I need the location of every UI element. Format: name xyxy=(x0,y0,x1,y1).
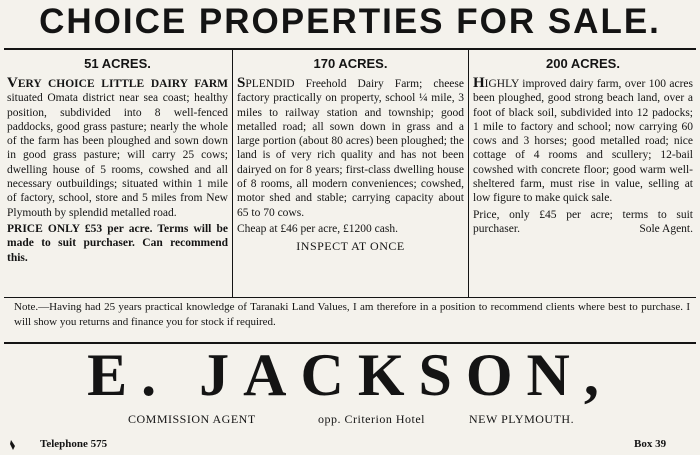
drop-cap: S xyxy=(237,75,246,91)
listing-price-text: Price, only £45 per acre; terms to suit purchaser. xyxy=(473,208,693,235)
listing-text xyxy=(234,76,467,254)
column-divider xyxy=(232,50,233,297)
advertiser-location: opp. Criterion Hotel xyxy=(318,412,425,426)
drop-cap: H xyxy=(473,75,485,91)
advertiser-role: COMMISSION AGENT xyxy=(128,412,256,426)
listing-price xyxy=(473,208,693,237)
listing-body: 100 acres been ploughed, good strong beach land, over a foot of black soil, subdivided into 12 padocks; 1 mile to factory and school; now carrying 60 cows and 3 horses; good metalled road; nice cottage of 4 rooms and scullery; 12-bail cowshed with concrete floor; good warm well-sheltered farm, must rise in value, selling at low figure to make quick sale. xyxy=(473,78,693,205)
listing-lead: IGHLY improved dairy farm, over xyxy=(484,78,646,90)
listing-body: cheese factory practically on property, school ¼ mile, 3 miles to railway station and township; good metalled road; all sown down in grass and a large portion (about 80 acres) been ploughed; the land is of very rich quality and has not been dairyed on for 8 years; first-class dwelling house of 8 rooms, all modern conveniences; cowshed, motor shed and stable; carrying capacity about 65 to 70 cows. xyxy=(237,78,464,219)
telephone-number: Telephone 575 xyxy=(40,438,108,450)
headline: CHOICE PROPERTIES FOR SALE. xyxy=(39,2,661,41)
listing-body: situated Omata district near sea coast; healthy position, subdivided into 8 well-fenced paddocks, good grass pasture; nearly the whole of the farm has been ploughed and sown down in good grass pasture; will carry 25 cows; dwelling house of 5 rooms, cowshed and all necessary outbuildings; situated within 1 mile of factory, school, store and 5 miles from New Plymouth by splendid metalled road. xyxy=(7,92,228,219)
drop-cap: V xyxy=(7,75,18,91)
column-divider xyxy=(468,50,469,297)
listing-200-acres xyxy=(470,50,696,297)
print-mark-icon xyxy=(10,440,16,450)
advertiser-town: NEW PLYMOUTH. xyxy=(469,412,575,426)
listing-text xyxy=(470,76,696,236)
listing-lead: PLENDID Freehold Dairy Farm; xyxy=(245,78,423,90)
listing-heading: 51 ACRES. xyxy=(84,56,151,71)
columns-bottom-rule xyxy=(4,297,696,298)
box-number: Box 39 xyxy=(634,438,667,450)
listing-heading: 200 ACRES. xyxy=(546,56,620,71)
listing-51-acres xyxy=(4,50,231,297)
listing-text xyxy=(4,76,231,265)
listing-heading: 170 ACRES. xyxy=(313,56,388,71)
listing-price: Cheap at £46 per acre, £1200 cash. xyxy=(237,222,398,235)
listing-170-acres xyxy=(234,50,467,297)
advertiser-name: E. JACKSON, xyxy=(87,342,613,408)
listing-price: PRICE ONLY £53 per acre. Terms will be made to suit purchaser. Can recommend this. xyxy=(7,222,228,264)
inspect-notice: INSPECT AT ONCE xyxy=(296,239,405,254)
sole-agent-label: Sole Agent. xyxy=(639,222,693,235)
listing-lead: ERY CHOICE LITTLE DAIRY FARM xyxy=(17,78,228,90)
agent-note: Note.—Having had 25 years practical knowledge of Taranaki Land Values, I am therefore in a position to recommend clients where best to purchase. I will show you returns and finance you for stock if required. xyxy=(14,301,690,328)
